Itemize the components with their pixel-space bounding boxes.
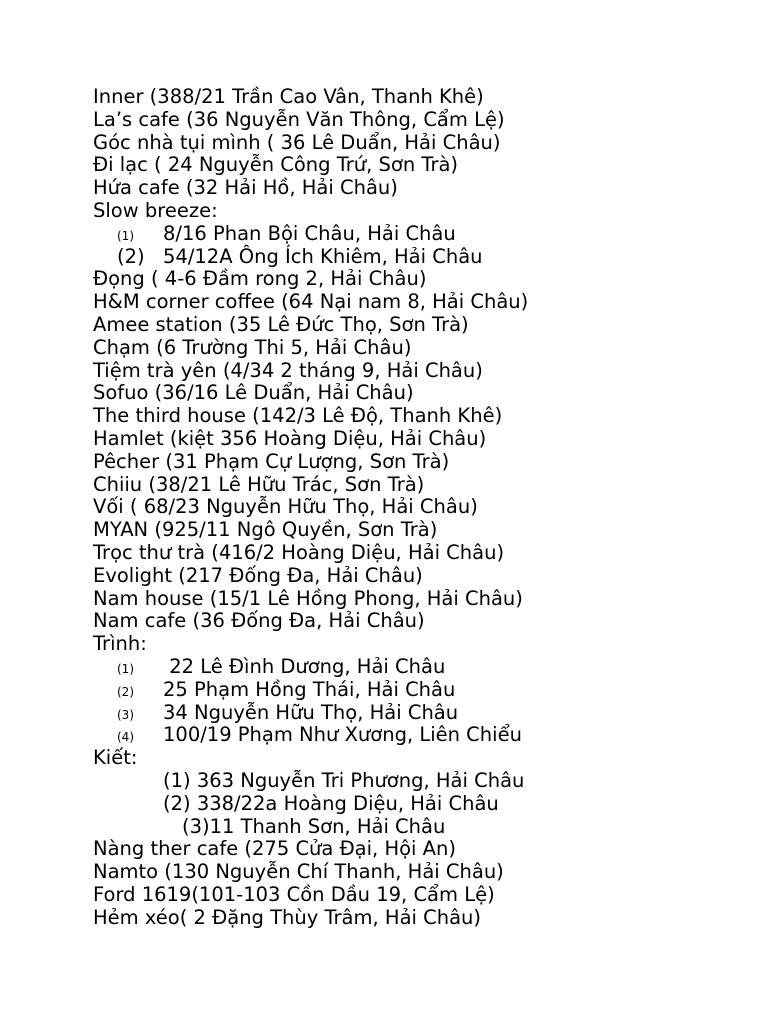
list-item: Tiệm trà yên (4/34 2 tháng 9, Hải Châu) xyxy=(93,358,483,382)
list-item: The third house (142/3 Lê Độ, Thanh Khê) xyxy=(93,404,503,428)
list-item: Sofuo (36/16 Lê Duẩn, Hải Châu) xyxy=(93,381,414,405)
list-item: Namto (130 Nguyễn Chí Thanh, Hải Châu) xyxy=(93,860,504,884)
list-item: Góc nhà tụi mình ( 36 Lê Duẩn, Hải Châu) xyxy=(93,130,501,154)
item-number: (2) xyxy=(117,244,145,268)
sub-list-item: (2) 338/22a Hoàng Diệu, Hải Châu xyxy=(163,791,499,815)
sub-list-item: (3)11 Thanh Sơn, Hải Châu xyxy=(182,814,446,838)
list-item: Nam cafe (36 Đống Đa, Hải Châu) xyxy=(93,609,425,633)
list-item: Inner (388/21 Trần Cao Vân, Thanh Khê) xyxy=(93,85,484,108)
list-item: Trọc thư trà (416/2 Hoàng Diệu, Hải Châu) xyxy=(93,540,505,564)
list-item: Chạm (6 Trường Thi 5, Hải Châu) xyxy=(93,335,412,359)
item-text: 100/19 Phạm Như Xương, Liên Chiểu xyxy=(163,723,522,747)
list-item: Nam house (15/1 Lê Hồng Phong, Hải Châu) xyxy=(93,586,523,610)
list-item: Đi lạc ( 24 Nguyễn Công Trứ, Sơn Trà) xyxy=(93,153,459,177)
list-item: La’s cafe (36 Nguyễn Văn Thông, Cẩm Lệ) xyxy=(93,107,505,131)
list-item: Đọng ( 4-6 Đầm rong 2, Hải Châu) xyxy=(93,267,427,291)
item-text: 22 Lê Đình Dương, Hải Châu xyxy=(163,654,446,678)
item-text: 54/12A Ông Ích Khiêm, Hải Châu xyxy=(163,244,483,268)
item-number: (2) xyxy=(117,684,134,699)
item-text: 25 Phạm Hồng Thái, Hải Châu xyxy=(163,677,456,701)
sub-list-item: (1) 363 Nguyễn Tri Phương, Hải Châu xyxy=(163,768,525,792)
item-number: (1) xyxy=(117,661,134,676)
list-item: MYAN (925/11 Ngô Quyền, Sơn Trà) xyxy=(93,518,438,542)
section-heading: Slow breeze: xyxy=(93,198,218,222)
list-item: Nàng ther cafe (275 Cửa Đại, Hội An) xyxy=(93,837,456,861)
list-item: Vối ( 68/23 Nguyễn Hữu Thọ, Hải Châu) xyxy=(93,495,478,519)
sub-list-item xyxy=(93,679,753,702)
sub-list-item xyxy=(93,702,753,725)
list-item: Pêcher (31 Phạm Cự Lượng, Sơn Trà) xyxy=(93,449,450,473)
item-text: 8/16 Phan Bội Châu, Hải Châu xyxy=(163,221,456,245)
list-item: Evolight (217 Đống Đa, Hải Châu) xyxy=(93,563,423,587)
list-item: Hẻm xéo( 2 Đặng Thùy Trâm, Hải Châu) xyxy=(93,905,482,929)
item-text: 34 Nguyễn Hữu Thọ, Hải Châu xyxy=(163,700,459,724)
section-heading: Kiết: xyxy=(93,746,138,770)
sub-list-item xyxy=(93,246,753,269)
cafe-list xyxy=(93,86,753,929)
sub-list-item xyxy=(93,223,753,246)
list-item: Hứa cafe (32 Hải Hồ, Hải Châu) xyxy=(93,176,398,200)
sub-list-item xyxy=(93,724,753,747)
list-item: H&M corner coffee (64 Nại nam 8, Hải Châu) xyxy=(93,290,529,314)
list-item: Hamlet (kiệt 356 Hoàng Diệu, Hải Châu) xyxy=(93,426,487,450)
list-item: Amee station (35 Lê Đức Thọ, Sơn Trà) xyxy=(93,312,469,336)
list-item: Chiiu (38/21 Lê Hữu Trác, Sơn Trà) xyxy=(93,472,425,496)
item-number: (4) xyxy=(117,730,134,745)
item-number: (3) xyxy=(117,707,134,722)
list-item: Ford 1619(101-103 Cồn Dầu 19, Cẩm Lệ) xyxy=(93,882,495,906)
section-heading: Trình: xyxy=(93,632,147,656)
item-number: (1) xyxy=(117,228,134,243)
sub-list-item xyxy=(93,656,753,679)
